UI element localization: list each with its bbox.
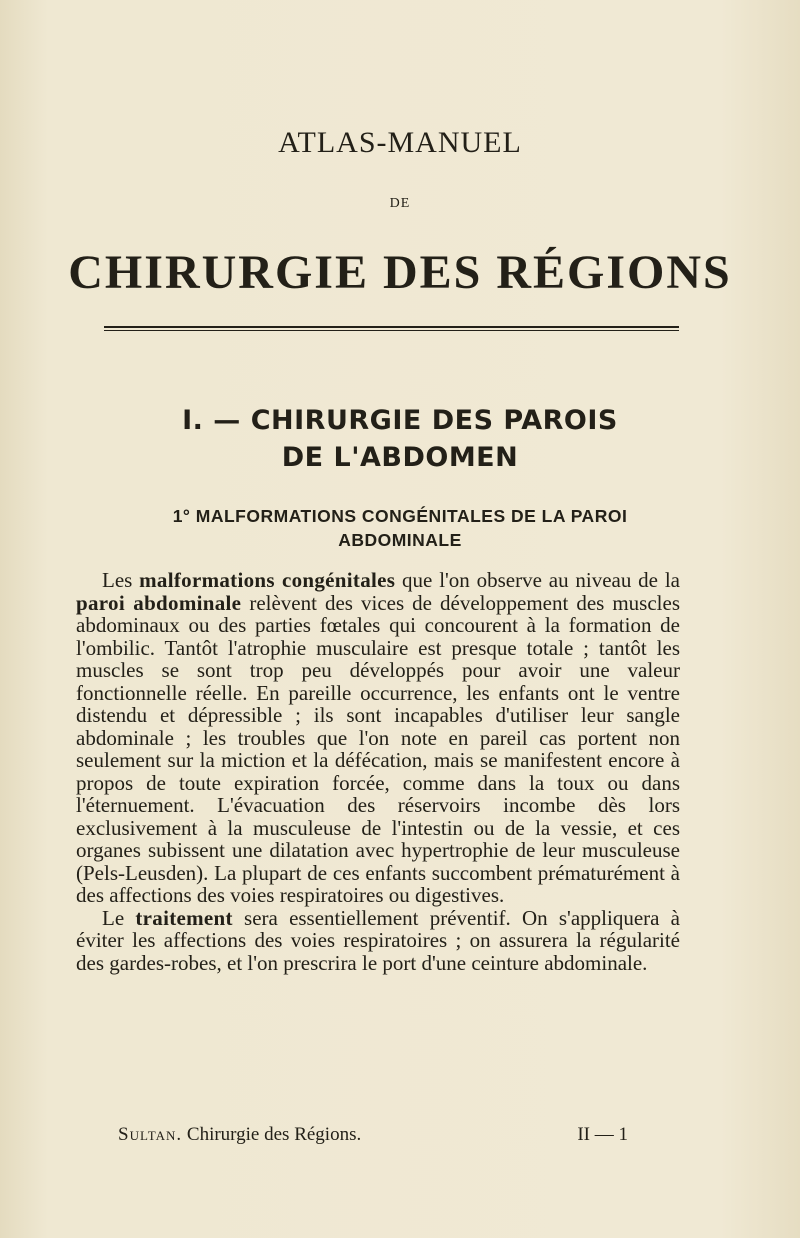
de-heading: DE: [389, 196, 411, 211]
footer-signature: II — 1: [577, 1124, 628, 1145]
bold-term: malformations congénitales: [139, 568, 396, 592]
footer-book-ref: [118, 1124, 361, 1146]
section-title-line2: DE L'ABDOMEN: [281, 442, 519, 473]
text-run: sera essentiellement préventif. On s'appliquera à éviter les affections des voies respiratoires ; on assurera la régularité des gardes-robes, et l'on prescrira le port d'une ceinture abdominale.: [76, 905, 680, 975]
page-footer: [118, 1124, 628, 1146]
footer-author: Sultan.: [118, 1124, 183, 1145]
title-divider: [104, 326, 679, 331]
atlas-heading: ATLAS-MANUEL: [278, 126, 522, 159]
page-title: CHIRURGIE DES RÉGIONS: [68, 246, 732, 299]
section-title-line1: I. — CHIRURGIE DES PAROIS: [182, 405, 618, 436]
text-run: relèvent des vices de développement des muscles abdominaux ou des parties fœtales qui concourent à la formation de l'ombilic. Tantôt l'atrophie musculaire est presque totale ; tantôt les muscles se sont trop peu développés pour avoir une valeur fonctionnelle réelle. En pareille occurrence, les enfants ont le ventre distendu et dépressible ; ils sont incapables d'utiliser leur sangle abdominale ; les troubles que l'on note en pareil cas portent non seulement sur la miction et la défécation, mais se manifestent encore à propos de toute expiration forcée, comme dans la toux ou dans l'éternuement. L'évacuation des réservoirs incombe dès lors exclusivement à la musculeuse de l'intestin ou de la vessie, et ces organes subissent une dilatation avec hypertrophie de leur musculeuse (Pels-Leusden). La plupart de ces enfants succombent prématurément à des affections des voies respiratoires ou digestives.: [76, 590, 680, 907]
text-run: Les: [102, 568, 140, 592]
footer-book-title: Chirurgie des Régions.: [182, 1124, 362, 1145]
paragraph-malformations: [76, 569, 680, 907]
bold-term: paroi abdominale: [76, 590, 242, 615]
body-text: [76, 569, 680, 974]
bold-term: traitement: [135, 905, 233, 930]
text-run: Le: [102, 905, 136, 930]
subsection-title-line2: ABDOMINALE: [338, 530, 462, 550]
text-run: que l'on observe au niveau de la: [395, 568, 680, 592]
paragraph-traitement: [76, 907, 680, 975]
subsection-title: [0, 504, 800, 552]
section-title: [0, 402, 800, 476]
subsection-title-line1: 1° MALFORMATIONS CONGÉNITALES DE LA PAROI: [172, 506, 628, 526]
